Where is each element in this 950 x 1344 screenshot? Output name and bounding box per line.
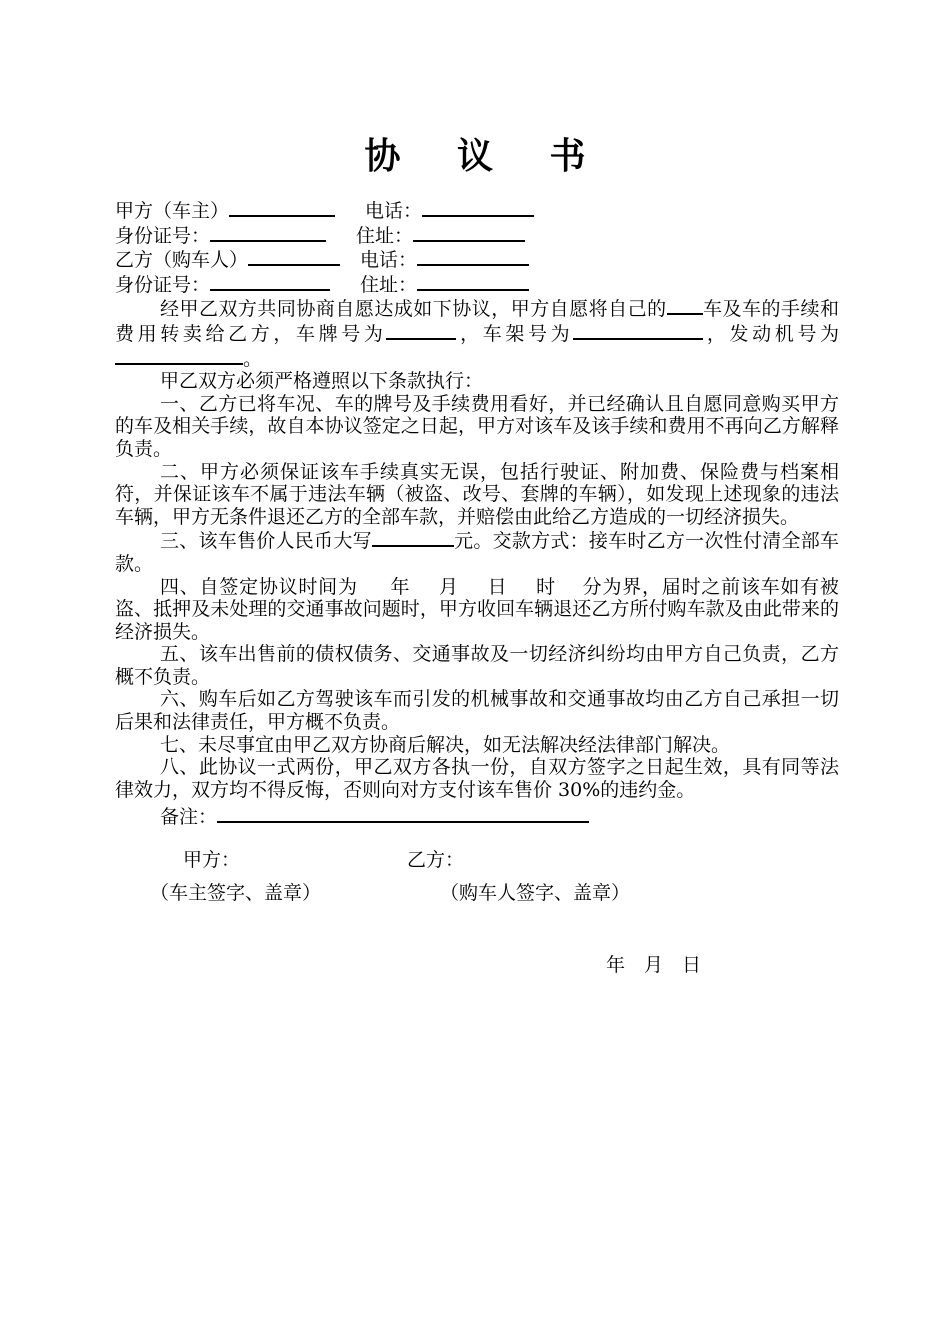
party-b-id-blank: [210, 272, 330, 291]
signing-date: 年 月 日: [606, 954, 702, 976]
party-a-phone-blank: [422, 198, 534, 217]
party-b-signature-label: 乙方：: [407, 849, 465, 871]
clause-4-year: 年: [389, 575, 411, 598]
clause-4-month: 月: [438, 575, 459, 598]
vehicle-type-blank: [667, 296, 703, 315]
price-blank: [372, 528, 454, 547]
clause-8: 八、此协议一式两份，甲乙双方各执一份，自双方签字之日起生效，具有同等法律效力，双方均不得反悔，否则向对方支付该车售价 30%的违约金。: [115, 756, 839, 801]
remarks-label: 备注：: [160, 806, 218, 829]
party-b-name-blank: [248, 247, 340, 266]
clause-4-text-b: 分为界，届时之前该车如有被盗、抵押及未处理的交通事故问题时，甲方收回车辆退还乙方所付购车款及由此带来的经济损失。: [115, 575, 839, 643]
party-a-address-blank: [413, 223, 525, 242]
party-a-id-label: 身份证号：: [115, 224, 211, 247]
party-a-phone-label: 电话：: [365, 200, 423, 222]
party-a-id-blank: [210, 223, 326, 242]
party-b-phone-blank: [417, 247, 529, 266]
party-b-address-blank: [417, 272, 529, 291]
clause-3: [115, 528, 839, 575]
clause-1: 一、乙方已将车况、车的牌号及手续费用看好，并已经确认且自愿同意购买甲方的车及相关手续，故自本协议签定之日起，甲方对该车及该手续和费用不再向乙方解释负责。: [115, 392, 839, 460]
document-title: 协 议 书: [364, 135, 608, 177]
engine-number-blank: [115, 346, 243, 365]
party-a-id-line: [115, 223, 839, 248]
agreement-body: [115, 198, 839, 829]
intro-text-a: 经甲乙双方共同协商自愿达成如下协议，甲方自愿将自己的: [160, 298, 667, 321]
clause-4-text-a: 四、自签定协议时间为: [160, 575, 358, 598]
party-b-label: 乙方（购车人）: [115, 249, 249, 272]
party-b-signature-note: （购车人签字、盖章）: [440, 882, 631, 904]
party-b-line: [115, 247, 839, 272]
party-a-name-blank: [229, 198, 335, 217]
clause-5: 五、该车出售前的债权债务、交通事故及一切经济纠纷均由甲方自己负责，乙方概不负责。: [115, 643, 839, 688]
remarks-blank: [217, 804, 589, 823]
party-a-label: 甲方（车主）: [115, 200, 230, 222]
party-b-phone-label: 电话：: [360, 249, 418, 272]
clause-3-text-b: 元。交款方式：接车时乙方一次性付清全部车款。: [115, 530, 839, 575]
intro-text-d: ，发动机号为: [703, 322, 839, 345]
party-b-id-line: [115, 272, 839, 297]
party-b-id-label: 身份证号：: [115, 273, 211, 296]
clause-7: 七、未尽事宜由甲乙双方协商后解决，如无法解决经法律部门解决。: [160, 733, 731, 756]
party-a-signature-note: （车主签字、盖章）: [150, 882, 322, 904]
clause-4-hour: 时: [535, 575, 556, 598]
remarks-line: [115, 804, 839, 829]
intro-paragraph: [115, 296, 839, 370]
intro-text-c: ，车架号为: [456, 322, 574, 345]
clause-2: 二、甲方必须保证该车手续真实无误，包括行驶证、附加费、保险费与档案相符，并保证该车不属于违法车辆（被盗、改号、套牌的车辆），如发现上述现象的违法车辆，甲方无条件退还乙方的全部车款，并赔偿由此给乙方造成的一切经济损失。: [115, 460, 839, 528]
plate-number-blank: [386, 321, 456, 340]
party-a-line: [115, 198, 839, 223]
clause-4: [115, 576, 839, 644]
vin-blank: [573, 321, 703, 340]
party-a-signature-label: 甲方：: [183, 849, 241, 871]
party-a-address-label: 住址：: [356, 224, 414, 247]
clause-4-day: 日: [486, 575, 508, 598]
terms-intro: 甲乙双方必须严格遵照以下条款执行：: [160, 370, 484, 393]
intro-text-e: 。: [243, 347, 263, 370]
party-b-address-label: 住址：: [360, 273, 418, 296]
clause-6: 六、购车后如乙方驾驶该车而引发的机械事故和交通事故均由乙方自己承担一切后果和法律责任，甲方概不负责。: [115, 688, 839, 734]
clause-3-text-a: 三、该车售价人民币大写: [160, 530, 372, 553]
intro-text-b: 车及车的手续和费用转卖给乙方，车牌号为: [115, 298, 839, 345]
